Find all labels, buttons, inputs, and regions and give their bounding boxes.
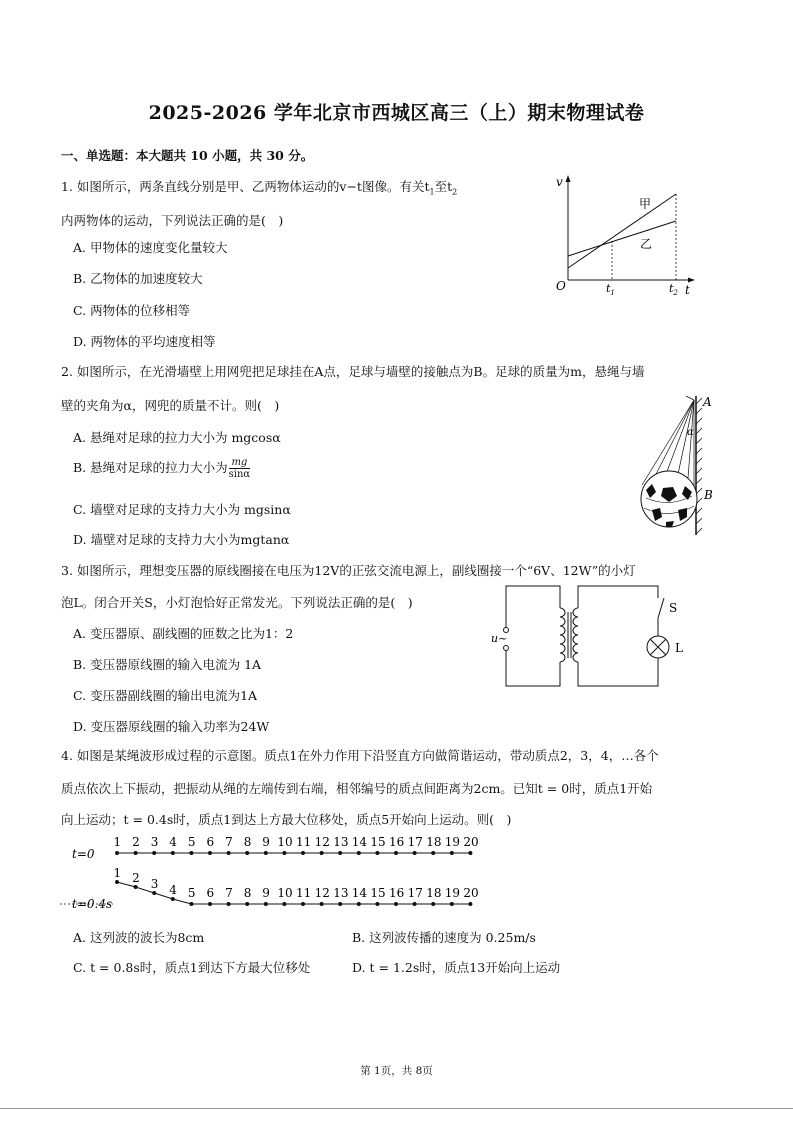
particle-t0 <box>357 851 361 855</box>
page-footer: 第 1页，共 8页 <box>360 1065 433 1077</box>
particle-label-t0: 5 <box>187 835 196 849</box>
q3-option-b: B. 变压器原线圈的输入电流为 1A <box>73 657 262 672</box>
q4-stem-line2: 质点依次上下振动，把振动从绳的左端传到右端，相邻编号的质点间距离为2cm。已知t = 0时，质点1开始 <box>61 781 653 796</box>
particle-label-t0: 11 <box>296 835 312 849</box>
particle-t04 <box>245 902 249 906</box>
particle-t04 <box>134 885 138 889</box>
q4-option-d: D. t = 1.2s时，质点13开始向上运动 <box>352 960 561 975</box>
particle-label-t04: 10 <box>277 886 293 900</box>
particle-label-t0: 9 <box>262 835 270 849</box>
particle-label-t0: 4 <box>169 835 177 849</box>
particle-label-t0: 10 <box>277 835 293 849</box>
particle-label-t0: 8 <box>243 835 252 849</box>
page-title: 2025-2026 学年北京市西城区高三（上）期末物理试卷 <box>148 102 645 124</box>
particle-t04 <box>450 902 454 906</box>
q2-football-figure <box>630 390 720 540</box>
particle-label-t04: 6 <box>206 886 215 900</box>
particle-t04 <box>394 902 398 906</box>
particle-label-t04: 4 <box>169 883 177 897</box>
origin-label: O <box>556 279 566 293</box>
q4-option-a: A. 这列波的波长为8cm <box>73 930 205 945</box>
particle-label-t0: 3 <box>150 835 159 849</box>
q4-rope-wave-figure <box>60 832 490 912</box>
yi-label: 乙 <box>640 237 653 251</box>
q3-stem-line2: 泡L。闭合开关S，小灯泡恰好正常发光。下列说法正确的是( ) <box>61 595 413 610</box>
particle-t0 <box>282 851 286 855</box>
q2-stem-line1: 2. 如图所示，在光滑墙壁上用网兜把足球挂在A点，足球与墙壁的接触点为B。足球的质量为m，悬绳与墙 <box>61 364 645 379</box>
q2-option-b: B. 悬绳对足球的拉力大小为 $\frac{mg}{\sin\alpha}$ <box>73 457 251 480</box>
t1-label: $t_1$ <box>606 282 615 297</box>
particle-t0 <box>301 851 305 855</box>
particle-t04 <box>282 902 286 906</box>
source-label: u~ <box>491 632 508 645</box>
particle-t04 <box>375 902 379 906</box>
particle-t0 <box>115 851 119 855</box>
particle-t04 <box>152 891 156 895</box>
particle-t0 <box>338 851 342 855</box>
particle-label-t0: 6 <box>206 835 215 849</box>
particle-t0 <box>152 851 156 855</box>
particle-t04 <box>264 902 268 906</box>
particle-label-t04: 3 <box>150 877 159 891</box>
bottom-rule <box>0 1108 793 1109</box>
q3-option-d: D. 变压器原线圈的输入功率为24W <box>73 719 270 734</box>
particle-t04 <box>189 902 193 906</box>
particle-t04 <box>301 902 305 906</box>
q3-stem-line1: 3. 如图所示，理想变压器的原线圈接在电压为12V的正弦交流电源上，副线圈接一个“6V、12W”的小灯 <box>61 563 636 578</box>
particle-label-t0: 16 <box>389 835 405 849</box>
q1-stem-line1: 1. 如图所示，两条直线分别是甲、乙两物体运动的v−t图像。有关$t_1$至$t_2$ <box>61 179 458 197</box>
q2-stem-line2: 壁的夹角为α，网兜的质量不计。则( ) <box>61 398 280 413</box>
row-t04-label: t=0.4s <box>72 897 113 911</box>
particle-t0 <box>394 851 398 855</box>
particle-t0 <box>245 851 249 855</box>
t2-label: $t_2$ <box>669 282 678 297</box>
point-b-label: B <box>704 488 713 502</box>
particle-label-t0: 1 <box>113 835 122 849</box>
particle-label-t0: 13 <box>333 835 349 849</box>
particle-t04 <box>357 902 361 906</box>
particle-label-t04: 12 <box>314 886 330 900</box>
particle-t04 <box>413 902 417 906</box>
particle-t04 <box>320 902 324 906</box>
particle-t04 <box>338 902 342 906</box>
particle-label-t0: 17 <box>407 835 423 849</box>
particle-label-t04: 18 <box>426 886 442 900</box>
q4-option-b: B. 这列波传播的速度为 0.25m/s <box>352 930 536 945</box>
q1-option-a: A. 甲物体的速度变化量较大 <box>73 240 228 255</box>
particle-t04 <box>115 880 119 884</box>
particle-label-t0: 12 <box>314 835 330 849</box>
q4-stem-line1: 4. 如图是某绳波形成过程的示意图。质点1在外力作用下沿竖直方向做简谐运动，带动质点2，3，4，…各个 <box>61 748 659 763</box>
particle-t0 <box>375 851 379 855</box>
q3-option-a: A. 变压器原、副线圈的匝数之比为1：2 <box>73 626 294 641</box>
lamp-label: L <box>675 641 683 655</box>
particle-t0 <box>208 851 212 855</box>
particle-label-t04: 20 <box>463 886 479 900</box>
particle-t04 <box>431 902 435 906</box>
q4-stem-line3: 向上运动；t = 0.4s时，质点1到达上方最大位移处，质点5开始向上运动。则( ) <box>61 812 512 827</box>
switch-label: S <box>669 601 678 615</box>
particle-label-t0: 14 <box>351 835 368 849</box>
particle-label-t04: 8 <box>243 886 252 900</box>
section-heading: 一、单选题：本大题共 10 小题，共 30 分。 <box>61 148 314 163</box>
particle-t0 <box>264 851 268 855</box>
particle-label-t04: 5 <box>187 886 196 900</box>
particle-label-t0: 15 <box>370 835 386 849</box>
particle-t0 <box>431 851 435 855</box>
q1-option-b: B. 乙物体的加速度较大 <box>73 271 203 286</box>
particle-t04 <box>208 902 212 906</box>
particle-label-t04: 11 <box>296 886 312 900</box>
q1-vt-graph <box>550 172 700 302</box>
particle-t04 <box>227 902 231 906</box>
q1-stem-line2: 内两物体的运动，下列说法正确的是( ) <box>61 213 284 228</box>
q1-option-c: C. 两物体的位移相等 <box>73 303 191 318</box>
particle-label-t04: 16 <box>389 886 405 900</box>
particle-label-t04: 19 <box>444 886 461 900</box>
particle-t0 <box>171 851 175 855</box>
alpha-label: α <box>687 427 694 438</box>
particle-t0 <box>450 851 454 855</box>
q4-option-c: C. t = 0.8s时，质点1到达下方最大位移处 <box>73 960 311 975</box>
particle-t04 <box>171 897 175 901</box>
particle-label-t04: 15 <box>370 886 386 900</box>
particle-label-t0: 19 <box>444 835 461 849</box>
particle-label-t04: 1 <box>113 866 122 880</box>
particle-label-t04: 2 <box>132 871 140 885</box>
jia-label: 甲 <box>639 197 652 211</box>
particle-t0 <box>320 851 324 855</box>
particle-t0 <box>468 851 472 855</box>
t-axis-label: t <box>685 283 690 297</box>
particle-label-t0: 2 <box>132 835 140 849</box>
particle-t0 <box>134 851 138 855</box>
particle-label-t0: 18 <box>426 835 442 849</box>
particle-label-t0: 7 <box>225 835 233 849</box>
q2-option-a: A. 悬绳对足球的拉力大小为 mgcosα <box>73 430 281 445</box>
q2-option-d: D. 墙壁对足球的支持力大小为mgtanα <box>73 532 290 547</box>
particle-label-t04: 7 <box>225 886 233 900</box>
particle-t0 <box>227 851 231 855</box>
particle-label-t04: 9 <box>262 886 270 900</box>
q2-option-c: C. 墙壁对足球的支持力大小为 mgsinα <box>73 502 291 517</box>
particle-label-t0: 20 <box>463 835 479 849</box>
q3-option-c: C. 变压器副线圈的输出电流为1A <box>73 688 258 703</box>
q3-transformer-circuit <box>488 578 698 693</box>
particle-label-t04: 17 <box>407 886 423 900</box>
q1-option-d: D. 两物体的平均速度相等 <box>73 334 216 349</box>
row-t0-label: t=0 <box>72 847 95 861</box>
v-axis-label: v <box>556 175 563 189</box>
point-a-label: A <box>703 395 712 409</box>
particle-t0 <box>189 851 193 855</box>
particle-label-t04: 14 <box>351 886 368 900</box>
particle-label-t04: 13 <box>333 886 349 900</box>
particle-t04 <box>468 902 472 906</box>
particle-t0 <box>413 851 417 855</box>
